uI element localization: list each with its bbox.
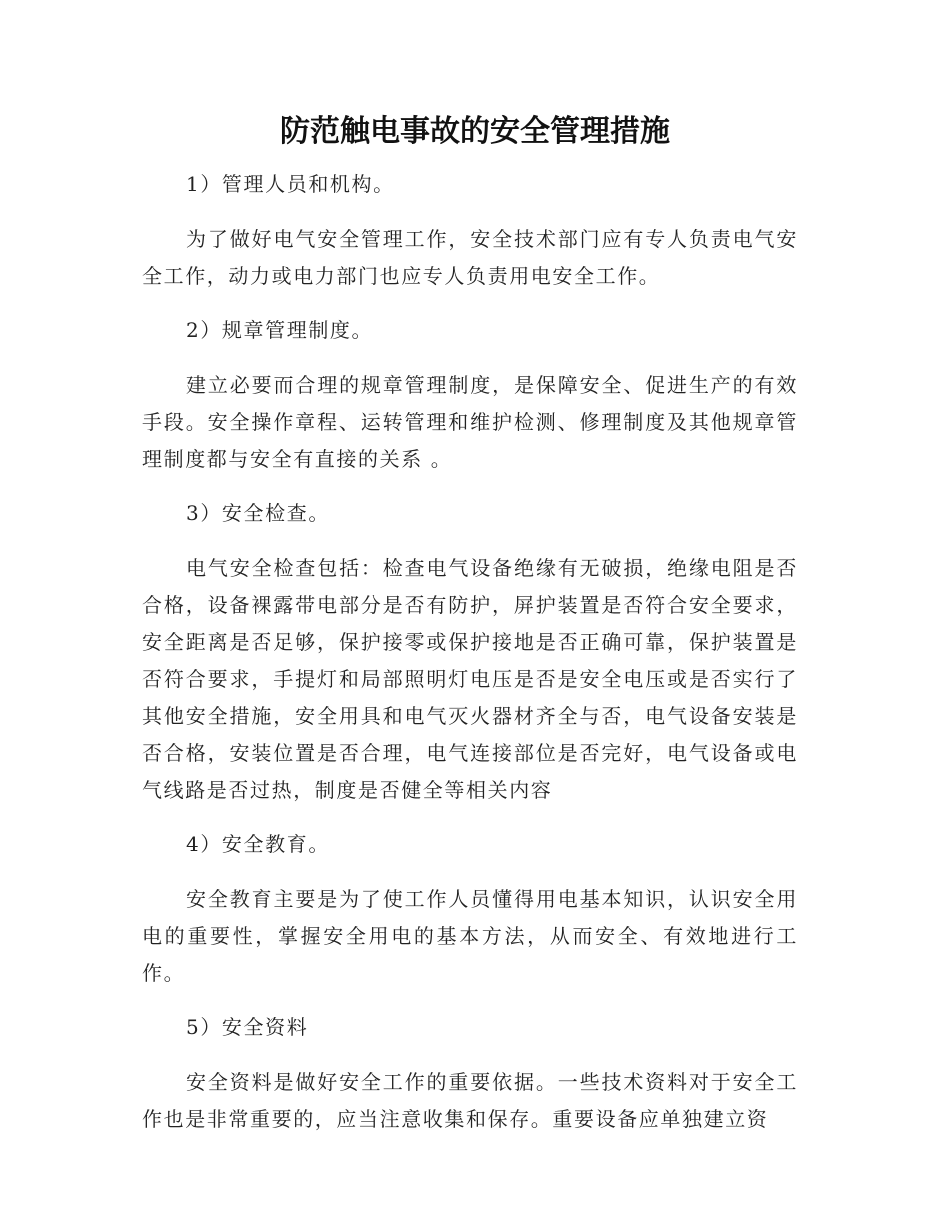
section-5-paragraph: 安全资料是做好安全工作的重要依据。一些技术资料对于安全工作也是非常重要的，应当注意收集和保存。重要设备应单独建立资 [142, 1070, 798, 1131]
section-2-heading: 2）规章管理制度。 [186, 318, 374, 342]
section-1-paragraph: 为了做好电气安全管理工作，安全技术部门应有专人负责电气安全工作，动力或电力部门也应专人负责用电安全工作。 [142, 227, 798, 288]
section-3-paragraph: 电气安全检查包括：检查电气设备绝缘有无破损，绝缘电阻是否合格，设备裸露带电部分是否有防护，屏护装置是否符合安全要求，安全距离是否足够，保护接零或保护接地是否正确可靠，保护装置是否符合要求，手提灯和局部照明灯电压是否是安全电压或是否实行了其他安全措施，安全用具和电气灭火器材齐全与否，电气设备安装是否合格，安装位置是否合理，电气连接部位是否完好，电气设备或电气线路是否过热，制度是否健全等相关内容 [142, 556, 798, 802]
section-2-paragraph: 建立必要而合理的规章管理制度，是保障安全、促进生产的有效手段。安全操作章程、运转管理和维护检测、修理制度及其他规章管理制度都与安全有直接的关系 。 [142, 373, 798, 471]
section-3-heading: 3）安全检查。 [186, 501, 330, 525]
document-body [142, 166, 798, 1155]
document-title: 防范触电事故的安全管理措施 [280, 114, 670, 149]
section-4-heading: 4）安全教育。 [186, 832, 330, 856]
section-5-heading: 5）安全资料 [186, 1015, 309, 1039]
section-4-paragraph: 安全教育主要是为了使工作人员懂得用电基本知识，认识安全用电的重要性，掌握安全用电的基本方法，从而安全、有效地进行工作。 [142, 887, 798, 985]
section-1-heading: 1）管理人员和机构。 [186, 172, 395, 196]
